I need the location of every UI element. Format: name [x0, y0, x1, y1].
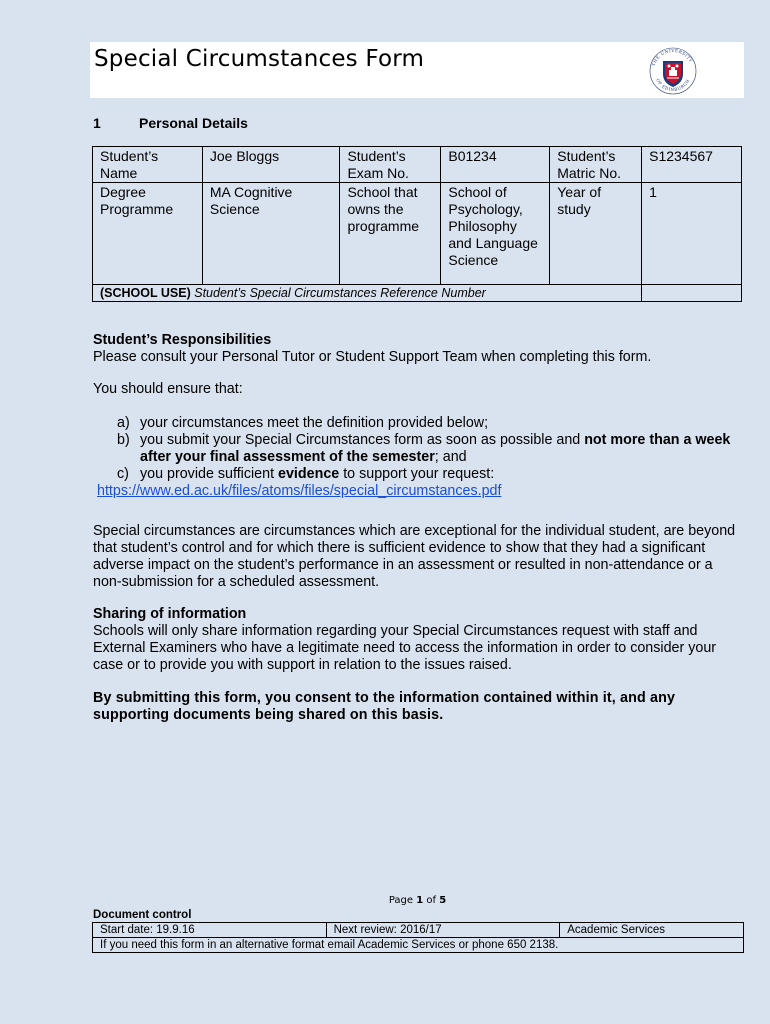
start-date: Start date: 19.9.16 [93, 923, 327, 938]
section-heading [93, 115, 248, 131]
school-use-italic: Student’s Special Circumstances Reference Number [194, 286, 486, 300]
school-value[interactable]: School of Psychology, Philosophy and Language Science [441, 183, 550, 285]
year-value[interactable]: 1 [642, 183, 742, 285]
document-control-label: Document control [93, 909, 192, 921]
requirements-list [93, 415, 743, 483]
university-crest-logo [648, 46, 698, 96]
list-item [93, 432, 743, 466]
responsibilities-intro: Please consult your Personal Tutor or Student Support Team when completing this form. [93, 349, 652, 365]
svg-text:THE UNIVERSITY: THE UNIVERSITY [650, 47, 694, 67]
list-item-text: your circumstances meet the definition provided below; [140, 415, 489, 431]
sharing-text: Schools will only share information regarding your Special Circumstances request with staff and External Examiners who have a legitimate need to access the information in order to consider your case or to provide you with support in relation to the issues raised. [93, 623, 717, 673]
ensure-text: You should ensure that: [93, 381, 243, 397]
degree-value[interactable]: MA Cognitive Science [202, 183, 340, 285]
school-use-label [93, 285, 642, 302]
matric-value[interactable]: S1234567 [642, 147, 742, 183]
name-value[interactable]: Joe Bloggs [202, 147, 340, 183]
alt-format-note: If you need this form in an alternative format email Academic Services or phone 650 2138. [93, 938, 744, 953]
document-control-table [92, 922, 744, 953]
list-item-text: you provide sufficient evidence to support your request: [140, 466, 495, 482]
school-label: School that owns the programme [340, 183, 441, 285]
list-item-text: you submit your Special Circumstances form as soon as possible and not more than a week after your final assessment of the semester; and [140, 432, 731, 465]
personal-details-table [92, 146, 742, 302]
name-label: Student’s Name [93, 147, 203, 183]
svg-text:OF EDINBURGH: OF EDINBURGH [655, 77, 691, 93]
list-marker: c) [117, 466, 129, 482]
responsibilities-block [93, 332, 743, 366]
section-number: 1 [93, 115, 101, 131]
page-title: Special Circumstances Form [94, 46, 425, 72]
list-marker: a) [117, 415, 130, 431]
sharing-block [93, 606, 743, 674]
school-use-bold: (SCHOOL USE) [100, 286, 191, 300]
definition-paragraph: Special circumstances are circumstances which are exceptional for the individual student, are beyond that student’s control and for which there is sufficient evidence to show that they had a significant adverse impact on the student’s performance in an assessment or resulted in non-attendance or a non-submission for a scheduled assessment. [93, 523, 736, 590]
owner: Academic Services [560, 923, 744, 938]
exam-label: Student’s Exam No. [340, 147, 441, 183]
page-number: Page 1 of 5 [388, 895, 447, 906]
school-use-value[interactable] [642, 285, 742, 302]
next-review: Next review: 2016/17 [326, 923, 560, 938]
list-item [93, 415, 743, 432]
list-item [93, 466, 743, 483]
responsibilities-heading: Student’s Responsibilities [93, 332, 272, 348]
consent-statement: By submitting this form, you consent to the information contained within it, and any supporting documents being shared on this basis. [93, 690, 676, 723]
header-banner [90, 42, 744, 98]
list-marker: b) [117, 432, 130, 448]
year-label: Year of study [550, 183, 642, 285]
degree-label: Degree Programme [93, 183, 203, 285]
sharing-heading: Sharing of information [93, 606, 247, 622]
special-circumstances-link[interactable]: https://www.ed.ac.uk/files/atoms/files/special_circumstances.pdf [97, 483, 502, 499]
section-title: Personal Details [139, 115, 248, 131]
exam-value[interactable]: B01234 [441, 147, 550, 183]
matric-label: Student’s Matric No. [550, 147, 642, 183]
